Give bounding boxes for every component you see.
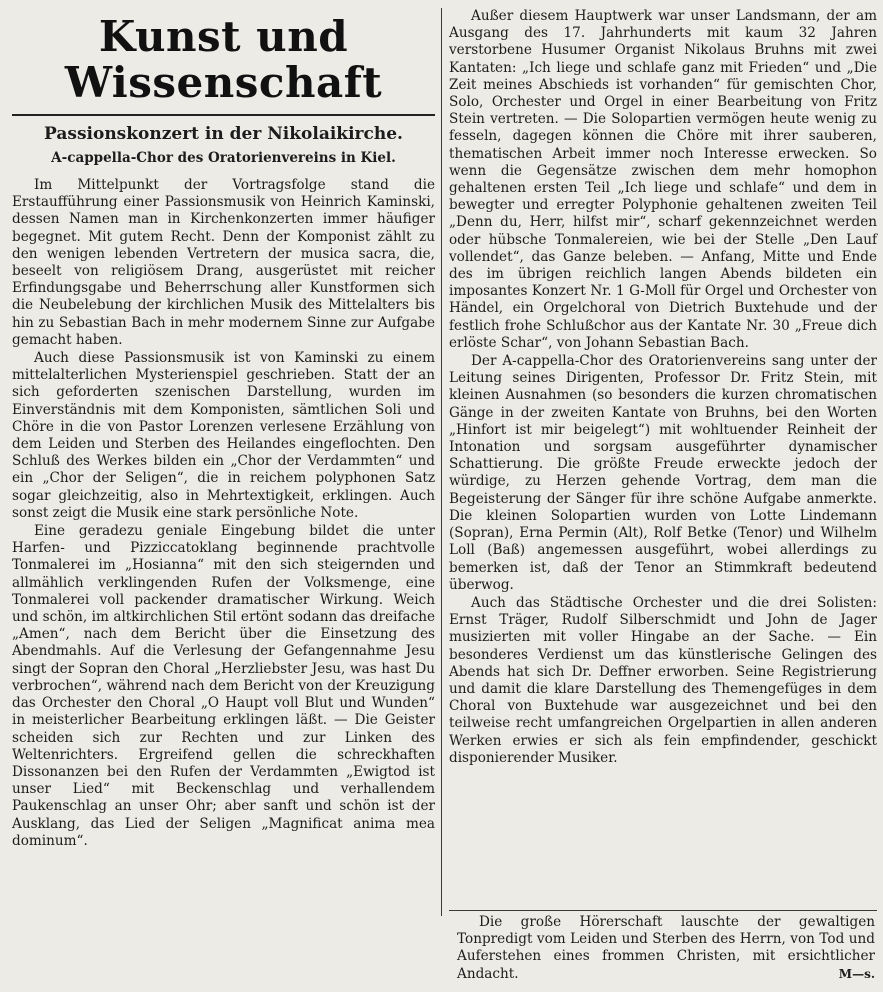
left-column: [12, 14, 435, 850]
paragraph: Auch das Städtische Orchester und die drei Solisten: Ernst Träger, Rudolf Silberschmidt und John de Jager musizierten mit voller Hingabe an der Sache. — Ein besonderes Verdienst um das künstlerische Gelingen des Abends hat sich Dr. Deffner erworben. Seine Registrierung und damit die klare Darstellung des Themengefüges in dem Choral von Buxtehude war ausgezeichnet und bei den teilweise recht umfangreichen Orgelpartien in allen anderen Werken erwies er sich als fein empfindender, geschickt disponierender Musiker.: [449, 594, 877, 766]
closing-divider: [449, 910, 877, 911]
closing-box: [457, 914, 875, 981]
paragraph: Der A-cappella-Chor des Oratorienvereins sang unter der Leitung seines Dirigenten, Professor Dr. Fritz Stein, mit kleinen Ausnahmen (so besonders die kurzen chromatischen Gänge in der zweiten Kantate von Bruhns, bei den Worten „Hinfort ist mir beigelegt“) mit wohltuender Reinheit der Intonation und sorgsam ausgeführter dynamischer Schattierung. Die größte Freude erweckte jedoch der würdige, zu Herzen gehende Vortrag, dem man die Begeisterung der Sänger für ihre schöne Aufgabe anmerkte. Die kleinen Solopartien wurden von Lotte Lindemann (Sopran), Erna Permin (Alt), Rolf Betke (Tenor) und Wilhelm Loll (Baß) angemessen ausgeführt, wobei allerdings zu bemerken ist, daß der Tenor an Stimmkraft bedeutend überwog.: [449, 353, 877, 593]
article-title: Passionskonzert in der Nikolaikirche.: [44, 124, 403, 144]
headline-rule: [12, 114, 435, 116]
column-divider: [441, 8, 442, 916]
paragraph: Auch diese Passionsmusik ist von Kaminski zu einem mittelalterlichen Mysterienspiel geschrieben. Statt der an sich geforderten szenischen Darstellung, wurden im Einverständnis mit dem Komponisten, sämtlichen Soli und Chöre in die von Pastor Lorenzen verlesene Erzählung von dem Leiden und Sterben des Heilandes eingeflochten. Den Schluß des Werkes bilden ein „Chor der Verdammten“ und ein „Chor der Seligen“, die in reichem polyphonen Satz sogar gleichzeitig, also in Mehrtextigkeit, erklingen. Auch sonst zeigt die Musik eine stark persönliche Note.: [12, 350, 435, 521]
right-column: [449, 8, 877, 767]
paragraph: Im Mittelpunkt der Vortragsfolge stand die Erstaufführung einer Passionsmusik von Heinrich Kaminski, dessen Namen man in Kirchenkonzerten immer häufiger begegnet. Mit gutem Recht. Denn der Komponist zählt zu den wenigen lebenden Vertretern der musica sacra, die, beseelt von religiösem Drang, ausgerüstet mit reicher Erfindungsgabe und Beherrschung aller Kunstformen sich die Neubelebung der kirchlichen Musik des Mittelalters bis hin zu Sebastian Bach in mehr modernem Sinne zur Aufgabe gemacht haben.: [12, 177, 435, 348]
headline: Kunst und Wissenschaft: [64, 12, 383, 107]
paragraph: Eine geradezu geniale Eingebung bildet die unter Harfen- und Pizziccatoklang beginnende prachtvolle Tonmalerei im „Hosianna“ mit den sich steigernden und allmählich verklingenden Rufen der Volksmenge, eine Tonmalerei voll packender dramatischer Wirkung. Weich und schön, im altkirchlichen Stil ertönt sodann das dreifache „Amen“, nach dem Bericht über die Einsetzung des Abendmahls. Auf die Verlesung der Gefangennahme Jesu singt der Sopran den Choral „Herzliebster Jesu, was hast Du verbrochen“, während nach dem Bericht von der Kreuzigung das Orchester den Choral „O Haupt voll Blut und Wunden“ in meisterlicher Bearbeitung erklingen läßt. — Die Geister scheiden sich zur Rechten und zur Linken des Weltenrichters. Ergreifend gellen die schreckhaften Dissonanzen bei den Rufen der Verdammten „Ewigtod ist unser Lied“ mit Beckenschlag und verhallendem Paukenschlag an unser Ohr; aber sanft und schön ist der Ausklang, das Lied der Seligen „Magnificat anima mea dominum“.: [12, 523, 435, 849]
paragraph: Außer diesem Hauptwerk war unser Landsmann, der am Ausgang des 17. Jahrhunderts mit kaum 32 Jahren verstorbene Husumer Organist Nikolaus Bruhns mit zwei Kantaten: „Ich liege und schlafe ganz mit Frieden“ und „Die Zeit meines Abschieds ist vorhanden“ für gemischten Chor, Solo, Orchester und Orgel in einer Bearbeitung von Fritz Stein vertreten. — Die Solopartien vermögen heute wenig zu fesseln, dagegen können die Chöre mit ihrer sauberen, thematischen Arbeit immer noch Interesse erwecken. So wenn die Gegensätze zwischen dem mehr homophon gehaltenen ersten Teil „Ich liege und schlafe“ und dem in bewegter und erregter Polyphonie gehaltenen zweiten Teil „Denn du, Herr, hilfst mir“, scharf gekennzeichnet werden oder hübsche Tonmalereien, wie bei der Stelle „Den Lauf vollendet“, das Ganze beleben. — Anfang, Mitte und Ende des im übrigen reichlich langen Abends bildeten ein imposantes Konzert Nr. 1 G-Moll für Orgel und Orchester von Händel, ein Orgelchoral von Dietrich Buxtehude und der festlich frohe Schlußchor aus der Kantate Nr. 30 „Freue dich erlöste Schar“, von Johann Sebastian Bach.: [449, 8, 877, 351]
closing-paragraph: Die große Hörerschaft lauschte der gewaltigen Tonpredigt vom Leiden und Sterben des Herrn, von Tod und Auferstehen eines frommen Christen, mit ersichtlicher Andacht.: [457, 914, 875, 982]
author-signature: M—s.: [838, 966, 875, 981]
article-subtitle: A-cappella-Chor des Oratorienvereins in Kiel.: [51, 150, 396, 166]
